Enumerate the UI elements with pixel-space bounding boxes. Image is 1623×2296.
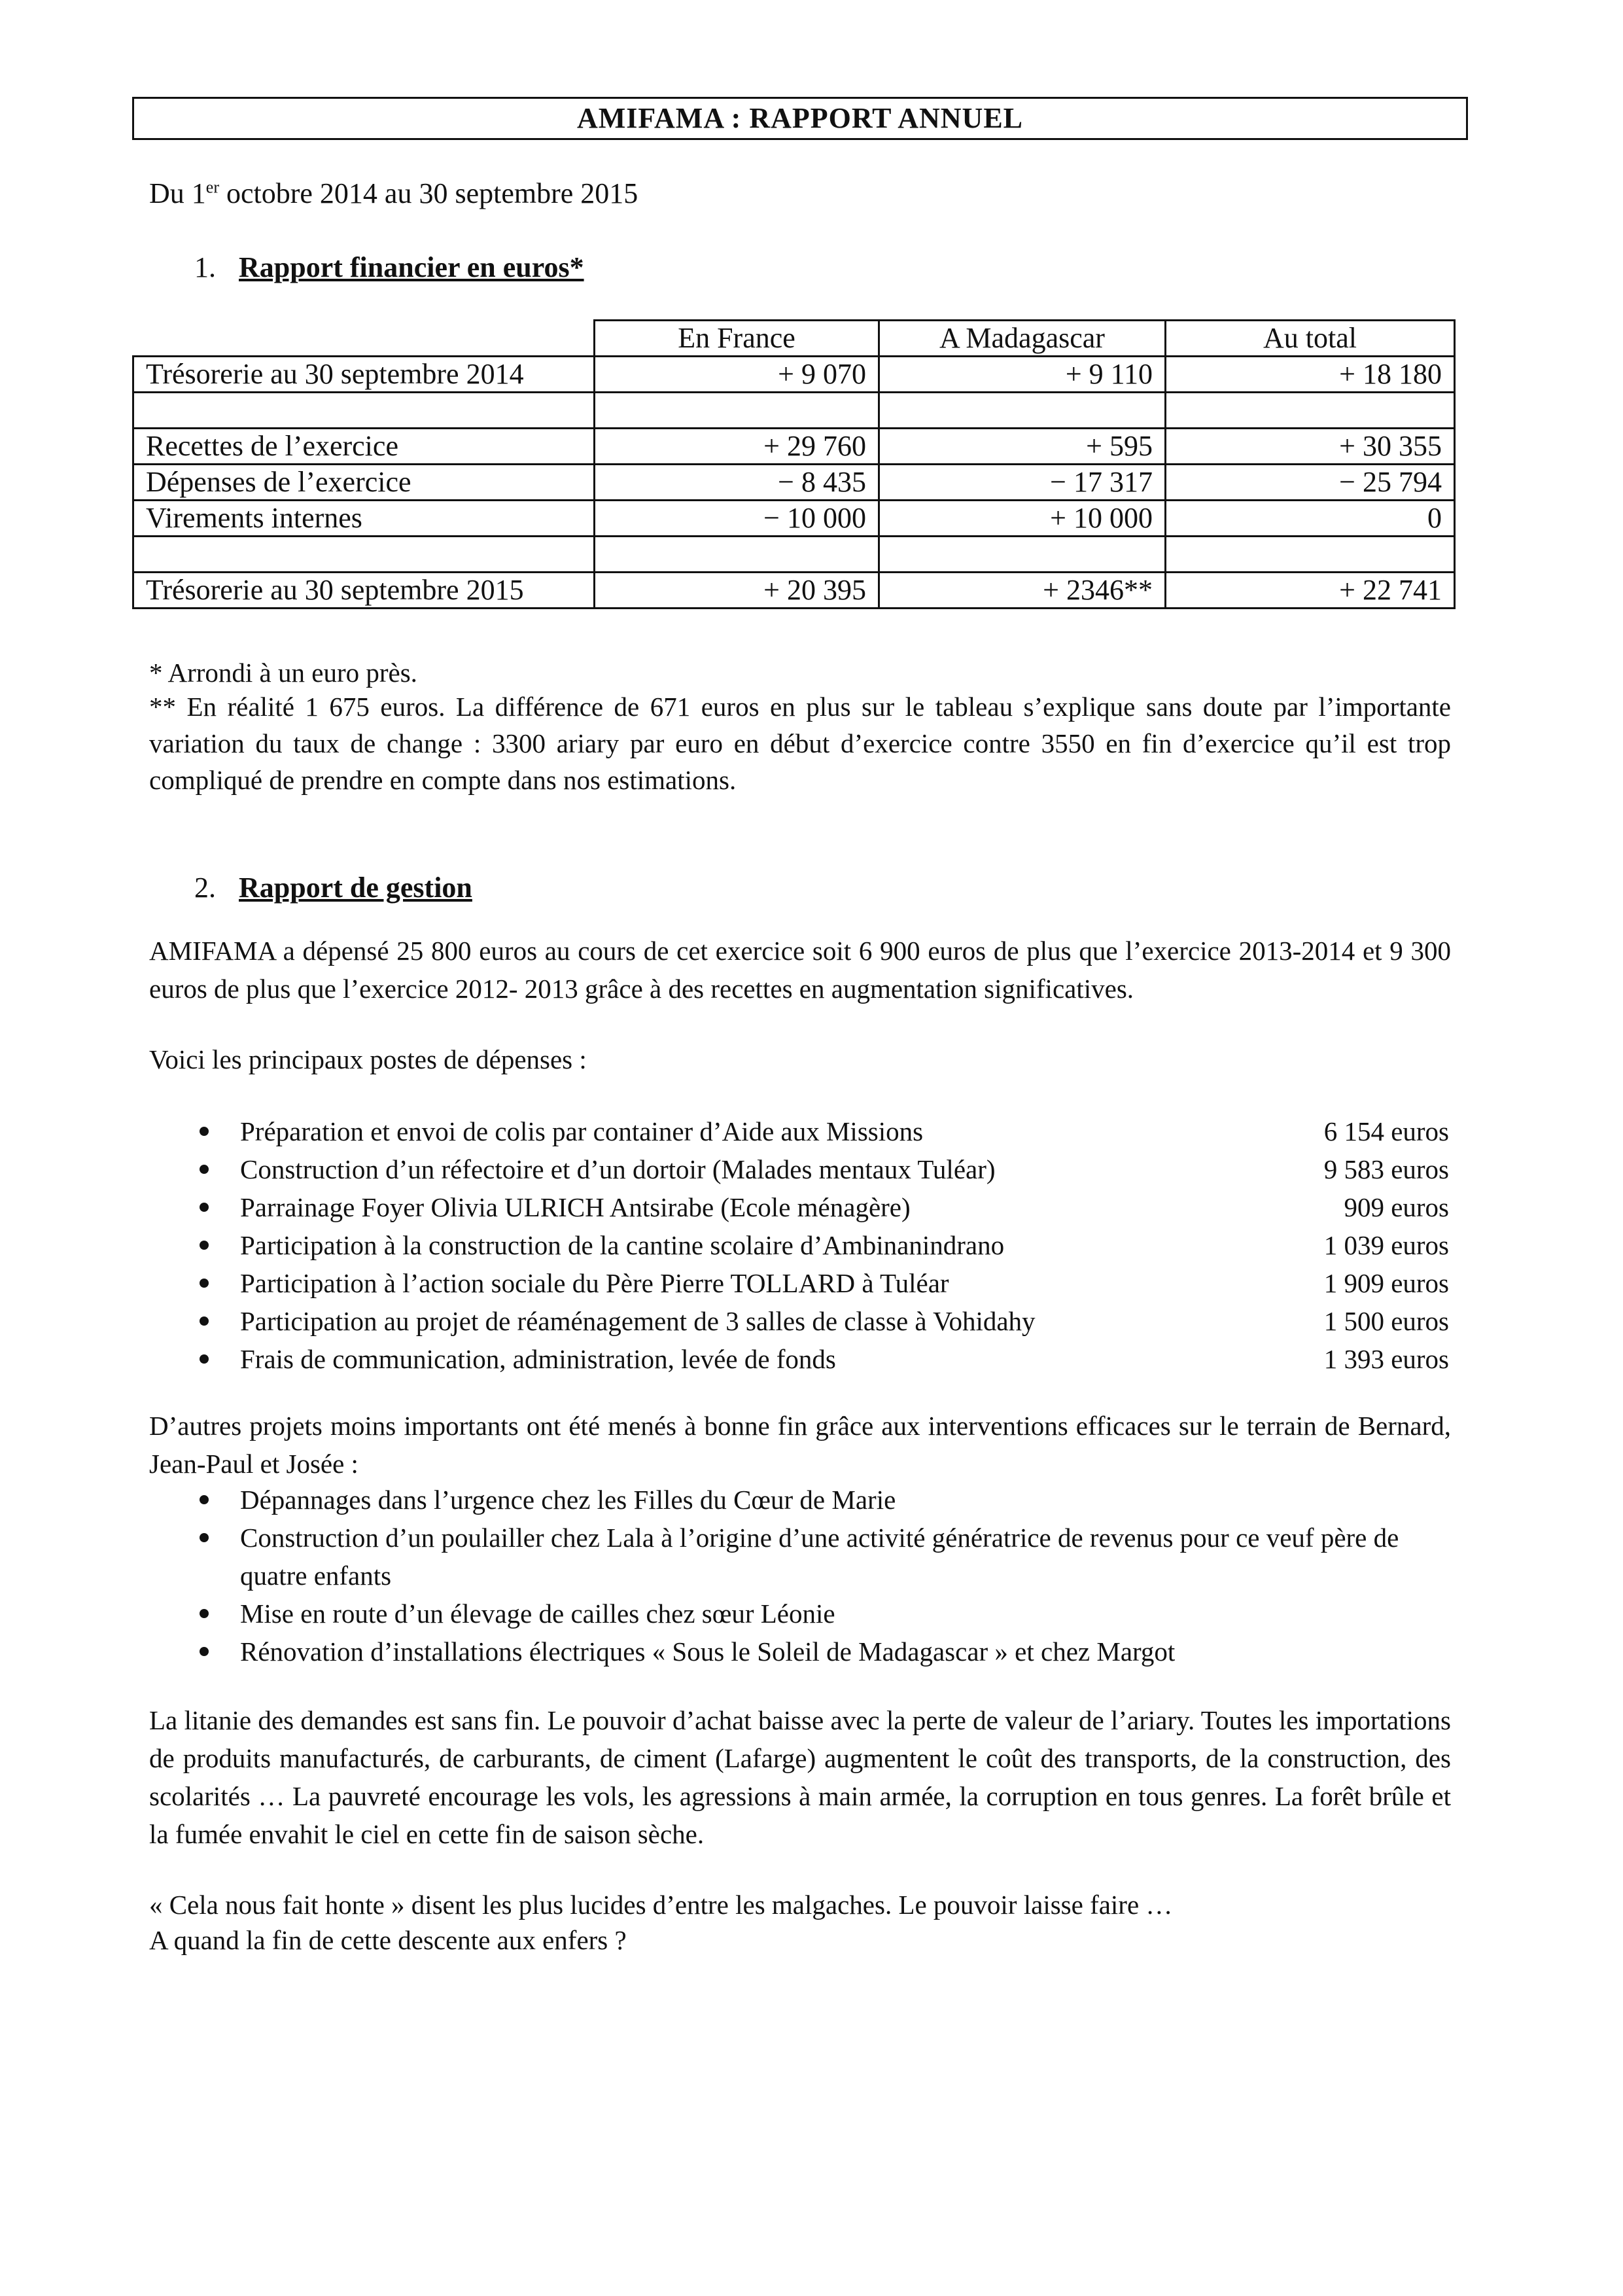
bullet-icon (200, 1241, 209, 1250)
table-row-empty (133, 537, 1455, 573)
cell-value: + 595 (879, 429, 1166, 465)
list-item: Participation à la construction de la cantine scolaire d’Ambinanindrano 1 039 euros (193, 1226, 1449, 1264)
cell-value: + 22 741 (1166, 573, 1455, 609)
table-header-row (133, 321, 1455, 357)
row-label: Trésorerie au 30 septembre 2014 (133, 357, 595, 393)
bullet-icon (200, 1647, 209, 1656)
table-row-empty (133, 393, 1455, 429)
row-label: Virements internes (133, 501, 595, 537)
paragraph-other-projects: D’autres projets moins importants ont été menés à bonne fin grâce aux interventions efficaces sur le terrain de Bernard, Jean-Paul et Josée : (149, 1411, 1451, 1479)
bullet-icon (200, 1316, 209, 1326)
bullet-icon (200, 1279, 209, 1288)
bullet-icon (200, 1127, 209, 1136)
footnote-exchange-rate: ** En réalité 1 675 euros. La différence de 671 euros en plus sur le tableau s’explique sans doute par l’importante variation du taux de change : 3300 ariary par euro en début d’exercice contre 3550 en fin d’exercice qu’il est trop compliqué de prendre en compte dans nos estimations. (149, 692, 1451, 795)
cell-value: + 10 000 (879, 501, 1166, 537)
list-item: Construction d’un poulailler chez Lala à l’origine d’une activité génératrice de revenus pour ce veuf père de quatre enfants (193, 1519, 1449, 1595)
cell-value: − 25 794 (1166, 465, 1455, 501)
footnote-rounding: * Arrondi à un euro près. (149, 658, 417, 688)
bullet-icon (200, 1533, 209, 1542)
list-item: Participation au projet de réaménagement de 3 salles de classe à Vohidahy 1 500 euros (193, 1302, 1449, 1340)
cell-value: + 9 070 (595, 357, 879, 393)
list-item: Frais de communication, administration, levée de fonds 1 393 euros (193, 1340, 1449, 1378)
bullet-icon (200, 1354, 209, 1364)
cell-value: 0 (1166, 501, 1455, 537)
cell-value: + 18 180 (1166, 357, 1455, 393)
list-item: Parrainage Foyer Olivia ULRICH Antsirabe (Ecole ménagère) 909 euros (193, 1188, 1449, 1226)
table-row (133, 465, 1455, 501)
cell-value: + 29 760 (595, 429, 879, 465)
cell-value: − 10 000 (595, 501, 879, 537)
column-header: A Madagascar (879, 321, 1166, 357)
column-header: Au total (1166, 321, 1455, 357)
row-label: Trésorerie au 30 septembre 2015 (133, 573, 595, 609)
expenses-list (193, 1112, 1449, 1378)
report-title: AMIFAMA : RAPPORT ANNUEL (132, 97, 1468, 140)
financial-table (132, 319, 1456, 609)
bullet-icon (200, 1495, 209, 1504)
list-item: Préparation et envoi de colis par container d’Aide aux Missions 6 154 euros (193, 1112, 1449, 1150)
table-row (133, 429, 1455, 465)
list-item: Participation à l’action sociale du Père Pierre TOLLARD à Tuléar 1 909 euros (193, 1264, 1449, 1302)
closing-line-1: « Cela nous fait honte » disent les plus lucides d’entre les malgaches. Le pouvoir laisse faire … (149, 1890, 1173, 1920)
list-item: Mise en route d’un élevage de cailles chez sœur Léonie (193, 1595, 1449, 1633)
paragraph-situation: La litanie des demandes est sans fin. Le pouvoir d’achat baisse avec la perte de valeur de l’ariary. Toutes les importations de produits manufacturés, de carburants, de ciment (Lafarge) augmentent le coût des transports, de la construction, des scolarités … La pauvreté encourage les vols, les agressions à main armée, la corruption en tous genres. La forêt brûle et la fumée envahit le ciel en cette fin de saison sèche. (149, 1705, 1451, 1849)
table-row (133, 357, 1455, 393)
report-period: Du 1er octobre 2014 au 30 septembre 2015 (149, 177, 638, 209)
table-row (133, 501, 1455, 537)
row-label: Recettes de l’exercice (133, 429, 595, 465)
column-header: En France (595, 321, 879, 357)
paragraph-expenses-intro: Voici les principaux postes de dépenses : (149, 1044, 587, 1074)
paragraph-spending-summary: AMIFAMA a dépensé 25 800 euros au cours de cet exercice soit 6 900 euros de plus que l’exercice 2013-2014 et 9 300 euros de plus que l’exercice 2012- 2013 grâce à des recettes en augmentation significatives. (149, 936, 1451, 1004)
table-row (133, 573, 1455, 609)
cell-value: + 20 395 (595, 573, 879, 609)
list-item: Dépannages dans l’urgence chez les Filles du Cœur de Marie (193, 1481, 1449, 1519)
cell-value: + 30 355 (1166, 429, 1455, 465)
cell-value: + 9 110 (879, 357, 1166, 393)
bullet-icon (200, 1165, 209, 1174)
projects-list (193, 1481, 1449, 1670)
cell-value: + 2346** (879, 573, 1166, 609)
cell-value: − 8 435 (595, 465, 879, 501)
bullet-icon (200, 1609, 209, 1618)
list-item: Rénovation d’installations électriques « Sous le Soleil de Madagascar » et chez Margot (193, 1633, 1449, 1670)
section-2-heading: 2. Rapport de gestion (194, 872, 472, 904)
bullet-icon (200, 1203, 209, 1212)
list-item: Construction d’un réfectoire et d’un dortoir (Malades mentaux Tuléar) 9 583 euros (193, 1150, 1449, 1188)
cell-value: − 17 317 (879, 465, 1166, 501)
row-label: Dépenses de l’exercice (133, 465, 595, 501)
section-1-heading: 1. Rapport financier en euros* (194, 251, 584, 283)
closing-line-2: A quand la fin de cette descente aux enfers ? (149, 1925, 627, 1955)
